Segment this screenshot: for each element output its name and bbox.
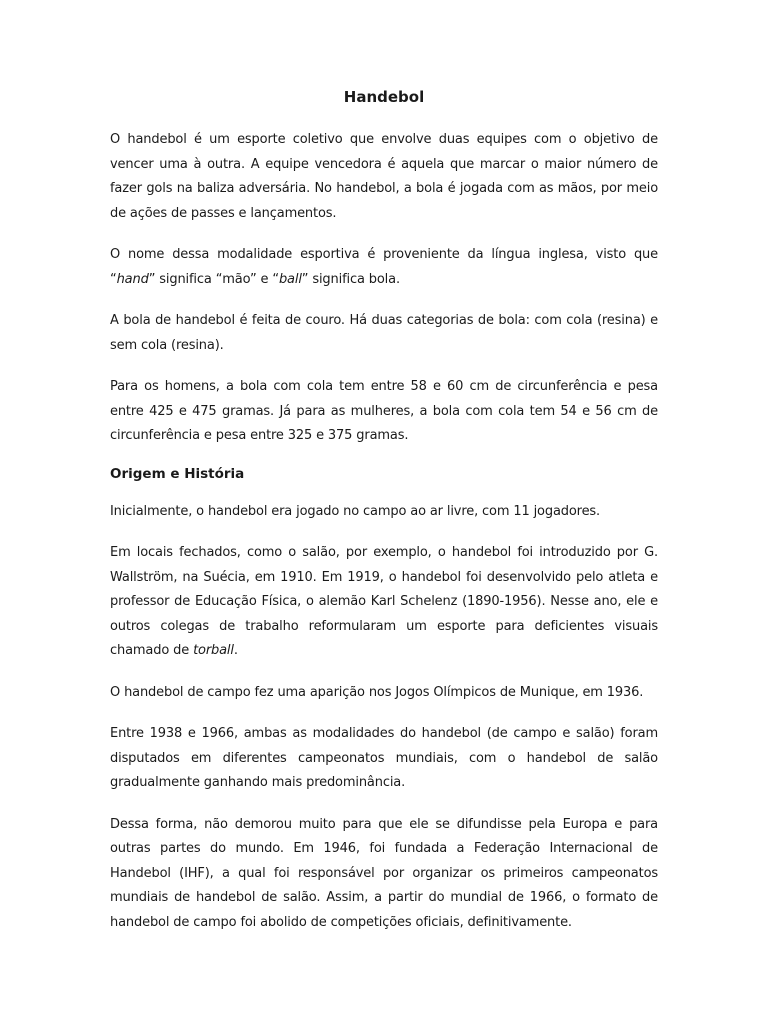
paragraph-intro: O handebol é um esporte coletivo que envolve duas equipes com o objetivo de vencer uma à outra. A equipe vencedora é aquela que marcar o maior número de fazer gols na baliza adversária. No handebol, a bola é jogada com as mãos, por meio de ações de passes e lançamentos.: [110, 132, 658, 221]
paragraph-indoor-history: [110, 541, 658, 664]
italic-term-hand: hand: [116, 271, 149, 287]
italic-term-torball: torball: [193, 643, 234, 658]
paragraph-olympics: O handebol de campo fez uma aparição nos Jogos Olímpicos de Munique, em 1936.: [110, 684, 644, 700]
paragraph-ball-sizes: Para os homens, a bola com cola tem entre 58 e 60 cm de circunferência e pesa entre 425 e 475 gramas. Já para as mulheres, a bola com cola tem 54 e 56 cm de circunferência e pesa entre 325 e 375 gramas.: [110, 379, 658, 443]
paragraph-name-origin: [110, 243, 658, 292]
document-body: [110, 86, 658, 952]
paragraph-ball-material: A bola de handebol é feita de couro. Há duas categorias de bola: com cola (resina) e sem cola (resina).: [110, 313, 658, 353]
page-title: Handebol: [343, 88, 425, 106]
paragraph-text: ” significa bola.: [301, 271, 400, 287]
paragraph-early-play: Inicialmente, o handebol era jogado no campo ao ar livre, com 11 jogadores.: [110, 503, 601, 519]
section-heading: Origem e História: [110, 465, 245, 482]
italic-term-ball: ball: [278, 271, 302, 287]
paragraph-championships: Entre 1938 e 1966, ambas as modalidades do handebol (de campo e salão) foram disputados em diferentes campeonatos mundiais, com o handebol de salão gradualmente ganhando mais predominância.: [110, 726, 658, 790]
paragraph-text: .: [233, 643, 238, 658]
paragraph-text: ” significa “mão” e “: [148, 271, 279, 287]
paragraph-text: O nome dessa modalidade esportiva é proveniente da língua inglesa, visto que “: [110, 247, 658, 287]
paragraph-ihf: Dessa forma, não demorou muito para que ele se difundisse pela Europa e para outras partes do mundo. Em 1946, foi fundada a Federação Internacional de Handebol (IHF), a qual foi responsável por organizar os primeiros campeonatos mundiais de handebol de salão. Assim, a partir do mundial de 1966, o formato de handebol de campo foi abolido de competições oficiais, definitivamente.: [110, 816, 658, 930]
paragraph-text: Em locais fechados, como o salão, por exemplo, o handebol foi introduzido por G. Wallström, na Suécia, em 1910. Em 1919, o handebol foi desenvolvido pelo atleta e professor de Educação Física, o alemão Karl Schelenz (1890-1956). Nesse ano, ele e outros colegas de trabalho reformularam um esporte para deficientes visuais chamado de: [110, 545, 658, 658]
